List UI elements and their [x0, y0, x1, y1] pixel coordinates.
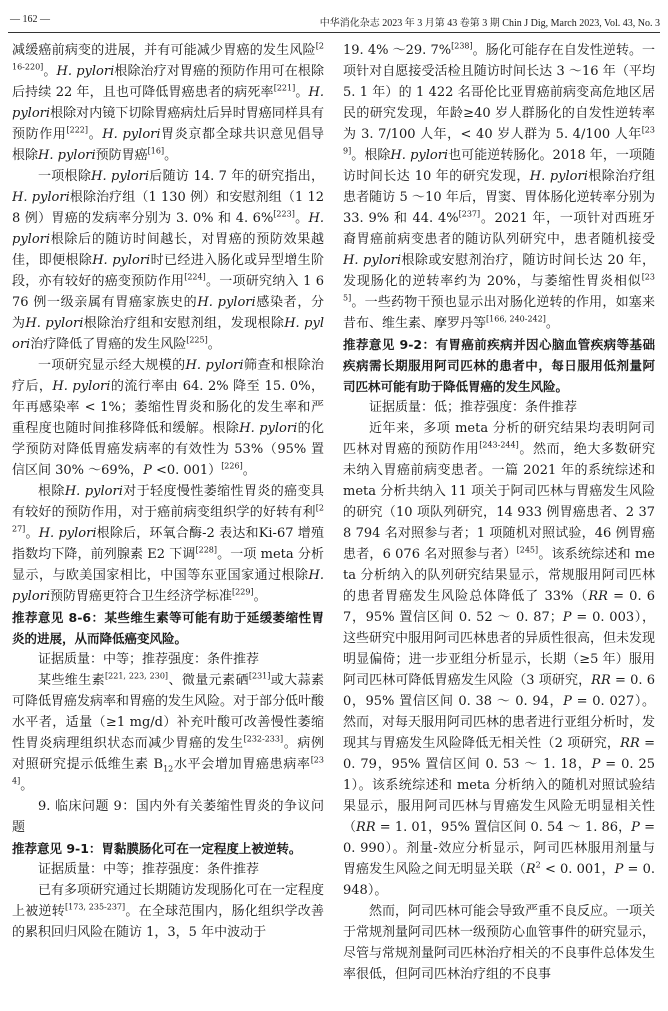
left-column: [12, 40, 324, 1008]
paragraph: 一项根除H. pylori后随访 14. 7 年的研究指出，H. pylori根除治疗组（1 130 例）和安慰剂组（1 128 例）胃癌的发病率分别为 3. 0% 和 4. 6%[223]。H. pylori根除后的随访时间越长，对胃癌的预防效果越佳，即便根除H. pylori时已经进入肠化或异型增生阶段，亦有较好的癌变预防作用[224]。一项研究纳入 1 676 例一级亲属有胃癌家族史的H. pylori感染者，分为H. pylori根除治疗组和安慰剂组，发现根除H. pylori治疗降低了胃癌的发生风险[225]。: [12, 169, 324, 352]
journal-citation: 中华消化杂志 2023 年 3 月第 43 卷第 3 期 Chin J Dig, March 2023, Vol. 43, No. 3: [319, 18, 660, 29]
paragraph: 9. 临床问题 9：国内外有关萎缩性胃炎的争议问题: [12, 799, 324, 835]
paragraph: 然而，阿司匹林可能会导致严重不良反应。一项关于常规剂量阿司匹林一级预防心血管事件的研究显示，尽管与常规剂量阿司匹林治疗相关的不良事件总体发生率很低，但阿司匹林治疗组的不良事: [343, 904, 655, 982]
paragraph: 已有多项研究通过长期随访发现肠化可在一定程度上被逆转[173, 235-237]。在全球范围内，肠化组织学改善的累积回归风险在随访 1，3，5 年中波动于: [12, 883, 324, 940]
recommendation-heading: 推荐意见 9-1：胃黏膜肠化可在一定程度上被逆转。: [12, 841, 302, 856]
recommendation-heading: 推荐意见 9-2：有胃癌前疾病并因心脑血管疾病等基础疾病需长期服用阿司匹林的患者中，每日服用低剂量阿司匹林可能有助于降低胃癌的发生风险。: [343, 337, 655, 394]
right-column: [343, 40, 655, 1008]
evidence-line: 证据质量：低；推荐强度：条件推荐: [369, 400, 578, 415]
paragraph: 近年来，多项 meta 分析的研究结果均表明阿司匹林对胃癌的预防作用[243-244]。然而，绝大多数研究未纳入胃癌前病变患者。一篇 2021 年的系统综述和 meta 分析共纳入 11 项关于阿司匹林与胃癌发生风险的研究（10 项队列研究，14 933 例胃癌患者、2 378 794 名对照参与者；1 项随机对照试验，46 例胃癌患者，6 076 名对照参与者）[245]。该系统综述和 meta 分析纳入的队列研究结果显示，常规服用阿司匹林的患者胃癌发生风险总体降低了 33%（RR = 0. 67，95% 置信区间 0. 52 ～ 0. 87；P = 0. 003），这些研究中服用阿司匹林患者的异质性很高，但未发现明显偏倚；进一步亚组分析显示，长期（≥5 年）服用阿司匹林可降低胃癌发生风险（3 项研究，RR = 0. 60，95% 置信区间 0. 38 ～ 0. 94，P = 0. 027）。然而，对每天服用阿司匹林的患者进行亚组分析时，发现其与胃癌发生风险降低无相关性（2 项研究，RR = 0. 79，95% 置信区间 0. 53 ～ 1. 18，P = 0. 251）。该系统综述和 meta 分析纳入的随机对照试验结果显示，服用阿司匹林与胃癌发生风险无明显相关性（RR = 1. 01，95% 置信区间 0. 54 ～ 1. 86，P = 0. 990）。剂量-效应分析显示，阿司匹林服用剂量与胃癌发生风险之间无明显关联（$R^2 < 0$. 001，P = 0. 948）。: [343, 421, 655, 898]
evidence-line: 证据质量：中等；推荐强度：条件推荐: [38, 862, 260, 877]
page-number: — 162 —: [10, 14, 50, 25]
header-rule: [8, 32, 660, 33]
paragraph: 一项研究显示经大规模的H. pylori筛查和根除治疗后，H. pylori的流行率由 64. 2% 降至 15. 0%，年再感染率 < 1%；萎缩性胃炎和肠化的发生率和严重程度也随时间推移降低和缓解。根除H. pylori的化学预防对降低胃癌发病率的有效性为 53%（95% 置信区间 30% ～69%，P <0. 001）[226]。: [12, 358, 324, 478]
evidence-line: 证据质量：中等；推荐强度：条件推荐: [38, 652, 260, 667]
recommendation-heading: 推荐意见 8-6：某些维生素等可能有助于延缓萎缩性胃炎的进展，从而降低癌变风险。: [12, 610, 324, 646]
paragraph: 根除H. pylori对于轻度慢性萎缩性胃炎的癌变具有较好的预防作用，对于癌前病变组织学的好转有利[227]。H. pylori根除后，环氧合酶-2 表达和Ki-67 增殖指数均下降，前列腺素 E2 下调[228]。一项 meta 分析显示，与欧美国家相比，中国等东亚国家通过根除H. pylori预防胃癌更符合卫生经济学标准[229]。: [12, 484, 324, 604]
paragraph: 减缓癌前病变的进展，并有可能减少胃癌的发生风险[216-220]。H. pylori根除治疗对胃癌的预防作用可在根除后持续 22 年，且也可降低胃癌患者的病死率[221]。H. pylori根除对内镜下切除胃癌病灶后异时胃癌同样具有预防作用[222]。H. pylori胃炎京都全球共识意见倡导根除H. pylori预防胃癌[16]。: [12, 41, 324, 163]
page-header: [0, 0, 668, 36]
paragraph: 19. 4% ～29. 7%[238]。肠化可能存在自发性逆转。一项针对自愿接受活检且随访时间长达 3 ～16 年（平均 5. 1 年）的 1 422 名哥伦比亚胃癌前病变高危地区居民的研究发现，年龄≥40 岁人群肠化的自发性逆转率为 3. 7/100 人年，< 40 岁人群为 5. 4/100 人年[239]。根除H. pylori也可能逆转肠化。2018 年，一项随访时间长达 10 年的研究发现，H. pylori根除治疗组患者随访 5 ～10 年后，胃窦、胃体肠化逆转率分别为 33. 9% 和 44. 4%[237]。2021 年，一项针对西班牙裔胃癌前病变患者的随访队列研究中，患者随机接受H. pylori根除或安慰剂治疗，随访时间长达 20 年，发现肠化的逆转率约为 20%，与萎缩性胃炎相似[235]。一些药物干预也显示出对肠化逆转的作用，如塞来昔布、维生素、摩罗丹等[166, 240-242]。: [343, 41, 655, 331]
paragraph: 某些维生素[221, 223, 230]、微量元素硒[231]或大蒜素可降低胃癌发病率和胃癌的发生风险。对于部分低叶酸水平者，适量（≥1 mg/d）补充叶酸可改善慢性萎缩性胃炎病理组织状态而减少胃癌的发生[232-233]。病例对照研究提示低维生素 $B_{12}$水平会增加胃癌患病率[234]。: [12, 671, 324, 793]
